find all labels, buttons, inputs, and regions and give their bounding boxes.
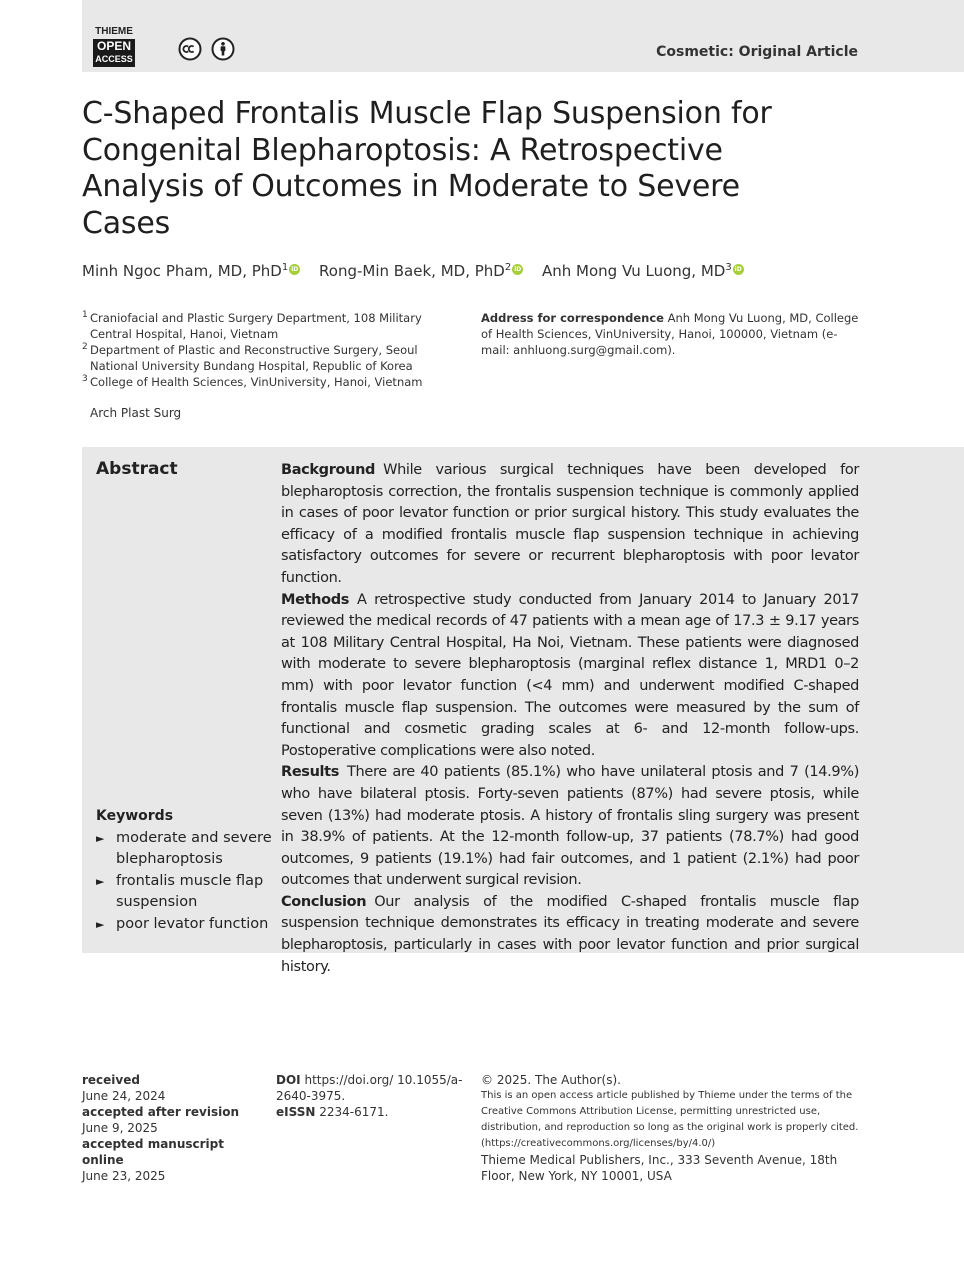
copyright-line: © 2025. The Author(s). bbox=[481, 1073, 621, 1087]
affiliations bbox=[82, 310, 462, 390]
accepted-label: accepted after revision bbox=[82, 1105, 240, 1119]
affiliation-number: 2 bbox=[82, 342, 88, 352]
keyword-item: ► poor levator function bbox=[96, 914, 276, 936]
orcid-icon[interactable]: iD bbox=[514, 266, 522, 273]
thieme-open-access-logo bbox=[90, 26, 138, 69]
publisher-address: Thieme Medical Publishers, Inc., 333 Seventh Avenue, 18th Floor, New York, NY 10001, USA bbox=[481, 1153, 838, 1183]
cc-icon bbox=[178, 37, 202, 61]
identifiers bbox=[276, 1072, 466, 1120]
author-affiliation-number: 1 bbox=[281, 262, 289, 273]
author-name: Rong-Min Baek, MD, PhD bbox=[319, 262, 505, 280]
section-text: Our analysis of the modified C-shaped frontalis muscle flap suspension technique demonstrates its efficacy in treating moderate and severe blepharoptosis, particularly in cases with poor levator function and prior surgical history. bbox=[281, 893, 859, 975]
keyword-item: ► frontalis muscle flap suspension bbox=[96, 871, 276, 914]
section-text: While various surgical techniques have been developed for blepharoptosis correction, the frontalis suspension technique is commonly applied in cases of poor levator function or prior surgical history. This study evaluates the efficacy of a modified frontalis muscle flap suspension technique in achieving satisfactory outcomes for severe or recurrent blepharoptosis with poor levator function. bbox=[281, 462, 859, 586]
author bbox=[542, 262, 744, 280]
eissn-label: eISSN bbox=[276, 1105, 316, 1119]
received-date: June 24, 2024 bbox=[82, 1089, 166, 1103]
received-label: received bbox=[82, 1073, 140, 1087]
doi bbox=[276, 1072, 466, 1104]
article-type: Cosmetic: Original Article bbox=[656, 44, 858, 60]
abstract-section-results bbox=[281, 762, 859, 892]
section-label: Results bbox=[281, 764, 340, 781]
online-date: June 23, 2025 bbox=[82, 1169, 166, 1183]
section-text: A retrospective study conducted from January 2014 to January 2017 reviewed the medical records of 47 patients with a mean age of 17.3 ± 9.17 years at 108 Military Central Hospital, Ha Noi, Vietnam. These patients were diagnosed with moderate to severe blepharoptosis (marginal reflex distance 1, MRD1 0–2 mm) with poor levator function (<4 mm) and underwent modified C-shaped frontalis muscle flap suspension. The outcomes were measured by the sum of functional and cosmetic grading scales at 6- and 12-month follow-ups. Postoperative complications were also noted. bbox=[281, 591, 859, 759]
author bbox=[319, 262, 523, 280]
affiliation bbox=[82, 342, 462, 374]
affiliation-number: 1 bbox=[82, 310, 88, 320]
abstract-section-background bbox=[281, 460, 859, 590]
license-text: This is an open access article published by Thieme under the terms of the Creative Commons Attribution License, permitting unrestricted use, distribution, and reproduction so long as the original work is properly cited. (https://creativecommons.org/licenses/by/4.0/) bbox=[481, 1090, 859, 1149]
affiliation-text: College of Health Sciences, VinUniversity, Hanoi, Vietnam bbox=[90, 375, 423, 389]
article-title: C-Shaped Frontalis Muscle Flap Suspension for Congenital Blepharoptosis: A Retrospective Analysis of Outcomes in Moderate to Severe Cases bbox=[82, 96, 772, 241]
logo-access: ACCESS bbox=[95, 54, 133, 64]
correspondence-text: Anh Mong Vu Luong, MD, College of Health Sciences, VinUniversity, Hanoi, 100000, Vietnam (e-mail: anhluong.surg@gmail.com). bbox=[481, 311, 859, 357]
logo-publisher: THIEME bbox=[95, 26, 133, 37]
header-bar bbox=[82, 0, 964, 72]
accepted-date: June 9, 2025 bbox=[82, 1121, 158, 1135]
orcid-icon[interactable]: iD bbox=[734, 266, 742, 273]
correspondence-address bbox=[481, 310, 861, 358]
author-affiliation-number: 2 bbox=[504, 262, 512, 273]
license-icons bbox=[178, 37, 239, 61]
author-list bbox=[82, 262, 758, 280]
eissn-value: 2234-6171. bbox=[319, 1105, 389, 1119]
journal-name: Arch Plast Surg bbox=[90, 406, 182, 420]
doi-link[interactable]: https://doi.org/ 10.1055/a-2640-3975. bbox=[276, 1073, 463, 1103]
affiliation bbox=[82, 374, 462, 390]
author-name: Anh Mong Vu Luong, MD bbox=[542, 262, 726, 280]
section-text: There are 40 patients (85.1%) who have unilateral ptosis and 7 (14.9%) who have bilateral ptosis. Forty-seven patients (87%) had severe ptosis, while seven (13%) had moderate ptosis. A history of frontalis sling surgery was present in 38.9% of patients. At the 12-month follow-up, 37 patients (78.7%) had good outcomes, 9 patients (19.1%) had fair outcomes, and 1 patient (2.1%) had poor outcomes that underwent surgical revision. bbox=[281, 764, 859, 889]
keyword-item: ► moderate and severe blepharoptosis bbox=[96, 828, 276, 871]
copyright-notice bbox=[481, 1072, 861, 1184]
section-label: Conclusion bbox=[281, 893, 367, 910]
author-name: Minh Ngoc Pham, MD, PhD bbox=[82, 262, 282, 280]
logo-badge bbox=[93, 39, 135, 67]
keywords bbox=[96, 806, 276, 936]
affiliation-text: Department of Plastic and Reconstructive Surgery, Seoul National University Bundang Hospital, Republic of Korea bbox=[90, 343, 418, 373]
author-affiliation-number: 3 bbox=[725, 262, 732, 273]
section-label: Background bbox=[281, 462, 376, 478]
author bbox=[82, 262, 300, 280]
affiliation-number: 3 bbox=[82, 374, 88, 384]
affiliation-text: Craniofacial and Plastic Surgery Department, 108 Military Central Hospital, Hanoi, Vietnam bbox=[90, 311, 422, 341]
abstract-body bbox=[281, 460, 859, 978]
doi-label: DOI bbox=[276, 1073, 301, 1087]
section-label: Methods bbox=[281, 591, 350, 608]
correspondence-label: Address for correspondence bbox=[481, 311, 664, 325]
keywords-heading: Keywords bbox=[96, 808, 174, 824]
abstract-heading: Abstract bbox=[96, 459, 178, 479]
publication-dates bbox=[82, 1072, 262, 1184]
logo-open: OPEN bbox=[96, 39, 131, 53]
eissn bbox=[276, 1104, 466, 1120]
by-attribution-icon bbox=[211, 37, 235, 61]
orcid-icon[interactable]: iD bbox=[291, 266, 299, 273]
affiliation bbox=[82, 310, 462, 342]
abstract-section-conclusion bbox=[281, 892, 859, 978]
abstract-section-methods bbox=[281, 590, 859, 763]
online-label: accepted manuscript online bbox=[82, 1137, 224, 1167]
